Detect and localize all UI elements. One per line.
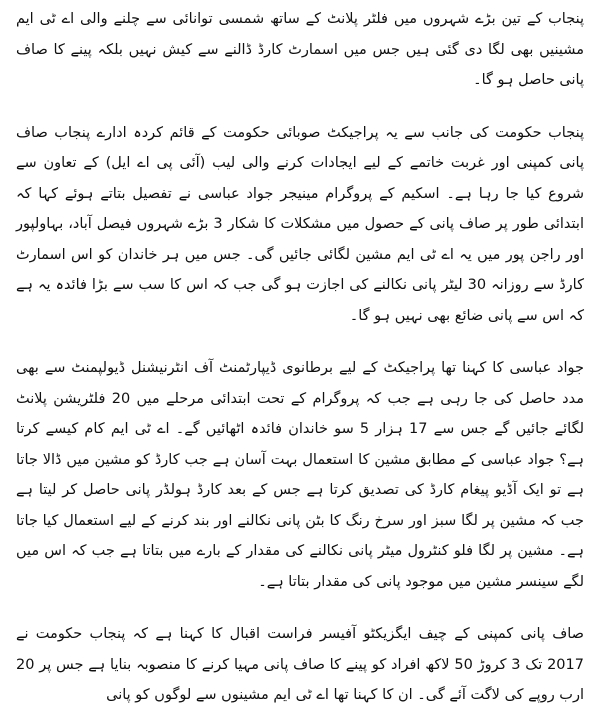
paragraph-project-details: پنجاب حکومت کی جانب سے یہ پراجیکٹ صوبائی حکومت کے قائم کردہ ادارے پنجاب صاف پانی کمپنی اور غربت خاتمے کے لیے ایجادات کرنے والی لیب (آئی پی اے ایل) کے تعاون سے شروع کیا جا رہا ہے۔ اسکیم کے پروگرام مینیجر جواد عباسی نے تفصیل بتاتے ہوئے کہا کہ ابتدائی طور پر صاف پانی کے حصول میں مشکلات کا شکار 3 بڑے شہروں فیصل آباد، بہاولپور اور راجن پور میں یہ اے ٹی ایم مشین لگائی جائیں گی۔ جس میں ہر خاندان کو اس اسمارٹ کارڈ سے روزانہ 30 لیٹر پانی نکالنے کی اجازت ہو گی جب کہ اس کا سب سے بڑا فائدہ یہ ہے کہ اس سے پانی ضائع بھی نہیں ہو گا۔: [16, 124, 584, 324]
paragraph-how-atm-works: جواد عباسی کا کہنا تھا پراجیکٹ کے لیے برطانوی ڈیپارٹمنٹ آف انٹرنیشنل ڈیولپمنٹ سے بھی مدد حاصل کی جا رہی ہے جب کہ پروگرام کے تحت ابتدائی مرحلے میں 20 فلٹریشن پلانٹ لگائے جائیں گے جس سے 17 ہزار 5 سو خاندان فائدہ اٹھائیں گے۔ اے ٹی ایم کام کیسے کرتا ہے؟ جواد عباسی کے مطابق مشین کا استعمال بہت آسان ہے جب کارڈ کو مشین میں ڈالا جاتا ہے تو ایک آڈیو پیغام کارڈ کی تصدیق کرتا ہے جس کے بعد کارڈ ہولڈر پانی حاصل کر لیتا ہے جب کہ مشین پر لگا سبز اور سرخ رنگ کا بٹن پانی نکالنے اور بند کرنے کے لیے استعمال کیا جاتا ہے۔ مشین پر لگا فلو کنٹرول میٹر پانی نکالنے کی مقدار کے بارے میں بتاتا ہے جب کہ اس میں لگے سینسر مشین میں موجود پانی کی مقدار بتاتا ہے۔: [16, 360, 585, 590]
paragraph-intro: پنجاب کے تین بڑے شہروں میں فلٹر پلانٹ کے ساتھ شمسی توانائی سے چلنے والی اے ٹی ایم مشینیں بھی لگا دی گئی ہیں جس میں اسمارٹ کارڈ ڈالنے سے کیش نہیں بلکہ پینے کا صاف پانی حاصل ہو گا۔: [16, 11, 584, 88]
paragraph-company-plan: صاف پانی کمپنی کے چیف ایگزیکٹو آفیسر فراست اقبال کا کہنا ہے کہ پنجاب حکومت نے 2017 تک 3 کروڑ 50 لاکھ افراد کو پینے کا صاف پانی مہیا کرنے کا منصوبہ بنایا ہے جس پر 20 ارب روپے کی لاگت آئے گی۔ ان کا کہنا تھا اے ٹی ایم مشینوں سے لوگوں کو پانی: [16, 626, 584, 703]
